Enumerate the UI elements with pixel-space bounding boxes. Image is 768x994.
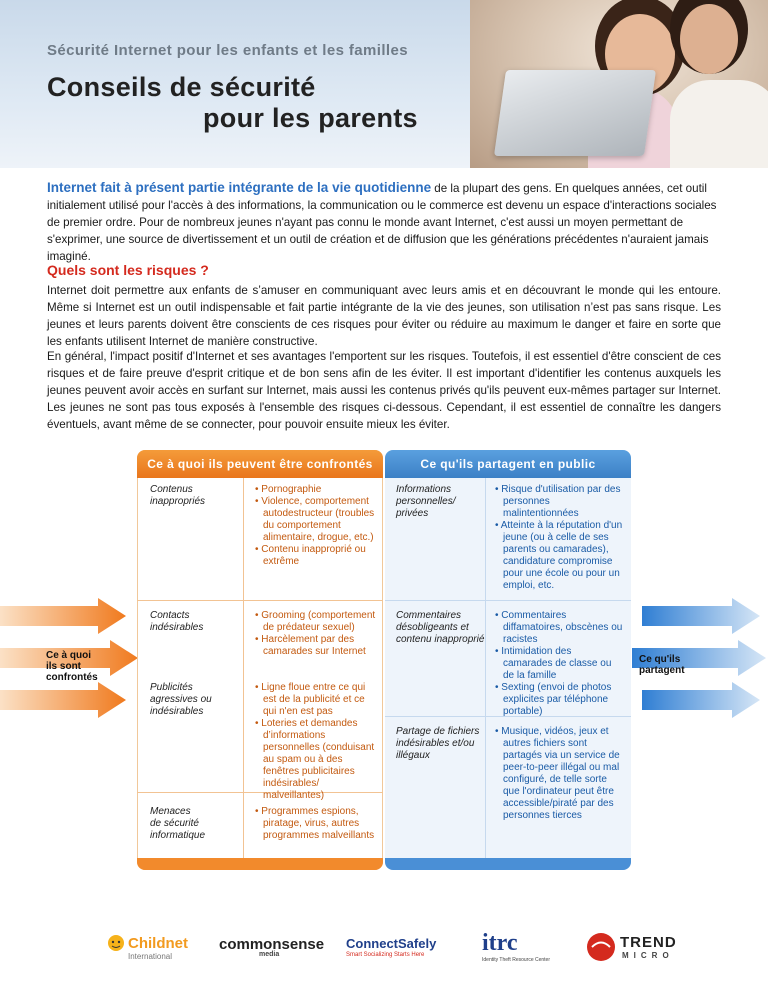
- itrc-sub: Identity Theft Resource Center: [482, 957, 550, 963]
- connectsafely-logo: [346, 936, 436, 958]
- list-item: Musique, vidéos, jeux et autres fichiers sont partagés via un service de peer-to-peer illégal ou mal configuré, de telle sorte que l'ordinateur peut être accessible/piraté par des personnes tierces: [501, 726, 620, 821]
- laptop-image: [494, 70, 656, 156]
- risks-paragraph-1: Internet doit permettre aux enfants de s’amuser en communiquant avec leurs amis et en découvrant le monde qui les entoure. Même si Internet est un outil indispensable et fait partie intégrante de la vie des jeunes, son utilisation n’est pas sans risque. Les jeunes et leurs parents doivent être conscients de ces risques pour éviter ou réduire au maximum le danger et faire en sorte que les enfants utilisent Internet de manière constructive.: [47, 284, 721, 348]
- intro-lead: Internet fait à présent partie intégrante de la vie quotidienne: [47, 180, 432, 195]
- header-banner: [0, 0, 768, 168]
- risks-paragraph-2: En général, l'impact positif d'Internet et ses avantages l'emportent sur les risques. Toutefois, il est essentiel d'être conscient de ces risques et de faire preuve d'esprit critique et de bon sens afin de les éviter. Il est important d'identifier les contenus auxquels les jeunes peuvent avoir accès en surfant sur Internet, mais aussi les contenus privés qu'ils peuvent eux-mêmes partager sur Internet. Les jeunes ne sont pas tous exposés à l'ensemble des risques ci-dessous. Cependant, il est essentiel de connaître les dangers éventuels, avant même de se connecter, pour pouvoir ensuite mieux les éviter.: [47, 350, 721, 431]
- list-item: Risque d'utilisation par des personnes malintentionnées: [501, 484, 621, 519]
- row-label: Contacts indésirables: [150, 610, 204, 633]
- childnet-text: Childnet: [128, 935, 188, 952]
- row-label: Commentaires désobligeants et contenu inapproprié: [396, 610, 485, 645]
- left-risk-column: Ce à quoi ils peuvent être confrontés Contenus inappropriés • Pornographie • Violence, comportement autodestructeur (troubles du comportement alimentaire, drogue, etc.) • Contenu inapproprié ou extrême Contacts indésirables • Grooming (comportement de prédateur sexuel) • Harcèlement par des camarades sur Internet Publicités agressives ou indésirables • Ligne floue entre ce qui est de la publicité et ce qui n'en est pas • Loteries et demandes d’informations personnelles (conduisant au spam ou à des fenêtres publicitaires indésirables/ malveillantes) Menaces de sécurité informatique • Programmes espions, piratage, virus, autres programmes malveillants: [137, 450, 383, 870]
- family-photo: [470, 0, 768, 168]
- intro-text: de la plupart des gens. En quelques années, cet outil initialement utilisé pour l'accès à des informations, la communication ou le commerce est devenu un espace d'interactions sociales de premier ordre. Pour de nombreux jeunes n'ayant pas connu le monde avant Internet, c'est aussi un moyen permettant de s'exprimer, une source de divertissement et un outil de création et de diffusion que les générations précédentes n'auraient jamais imaginé.: [47, 182, 717, 263]
- connectsafely-sub: Smart Socializing Starts Here: [346, 952, 425, 958]
- left-column-header: Ce à quoi ils peuvent être confrontés: [137, 450, 383, 478]
- risks-heading: Quels sont les risques ?: [47, 262, 209, 278]
- right-side-label: Ce qu'ils partagent: [639, 654, 685, 676]
- row-label: Contenus inappropriés: [150, 484, 206, 507]
- page-title-line2: pour les parents: [203, 103, 418, 133]
- left-side-label: Ce à quoi ils sont confrontés: [46, 650, 98, 683]
- childnet-sub: International: [128, 952, 173, 961]
- partner-logos: [0, 928, 768, 968]
- itrc-logo: [482, 930, 550, 963]
- connectsafely-text: ConnectSafely: [346, 936, 437, 951]
- commonsense-sub: media: [259, 951, 280, 958]
- list-item: Commentaires diffamatoires, obscènes ou racistes: [501, 610, 623, 645]
- page-kicker: Sécurité Internet pour les enfants et les familles: [47, 42, 408, 59]
- row-label: Partage de fichiers indésirables et/ou illégaux: [396, 726, 480, 761]
- row-label: Informations personnelles/ privées: [396, 484, 456, 519]
- list-item: Grooming (comportement de prédateur sexuel): [261, 610, 376, 633]
- list-item: Pornographie: [261, 484, 322, 495]
- commonsense-text: commonsense: [219, 936, 325, 953]
- intro-paragraph: [47, 179, 721, 265]
- list-item: Harcèlement par des camarades sur Internet: [261, 634, 366, 657]
- list-item: Sexting (envoi de photos explicites par téléphone portable): [501, 682, 612, 717]
- list-item: Loteries et demandes d’informations personnelles (conduisant au spam ou à des fenêtres publicitaires indésirables/ malveillantes): [261, 718, 375, 801]
- list-item: Ligne floue entre ce qui est de la publicité et ce qui n'en est pas: [261, 682, 366, 717]
- page-title-line1: Conseils de sécurité: [47, 72, 316, 102]
- list-item: Atteinte à la réputation d'un jeune (ou à celle de ses parents ou camarades), candidature compromise pour une école ou pour un emploi, etc.: [500, 520, 623, 591]
- itrc-text: itrc: [482, 930, 518, 956]
- row-label: Menaces de sécurité informatique: [150, 806, 206, 841]
- right-column-header: Ce qu'ils partagent en public: [385, 450, 631, 478]
- commonsense-logo: [219, 936, 325, 958]
- list-item: Programmes espions, piratage, virus, autres programmes malveillants: [261, 806, 375, 841]
- list-item: Violence, comportement autodestructeur (troubles du comportement alimentaire, drogue, etc.): [261, 496, 375, 543]
- list-item: Contenu inapproprié ou extrême: [261, 544, 366, 567]
- right-share-column: Ce qu'ils partagent en public Informations personnelles/ privées • Risque d'utilisation par des personnes malintentionnées • Atteinte à la réputation d'un jeune (ou à celle de ses parents ou camarades), candidature compromise pour une école ou pour un emploi, etc. Commentaires désobligeants et contenu inapproprié • Commentaires diffamatoires, obscènes ou racistes • Intimidation des camarades de classe ou de la famille • Sexting (envoi de photos explicites par téléphone portable) Partage de fichiers indésirables et/ou illégaux • Musique, vidéos, jeux et autres fichiers sont partagés via un service de peer-to-peer illégal ou mal configuré, de telle sorte que l'ordinateur peut être accessible/piraté par des personnes tierces: [385, 450, 631, 870]
- row-label: Publicités agressives ou indésirables: [150, 682, 212, 717]
- trend-text: TREND: [620, 934, 677, 951]
- list-item: Intimidation des camarades de classe ou de la famille: [501, 646, 612, 681]
- trend-sub: MICRO: [622, 951, 674, 960]
